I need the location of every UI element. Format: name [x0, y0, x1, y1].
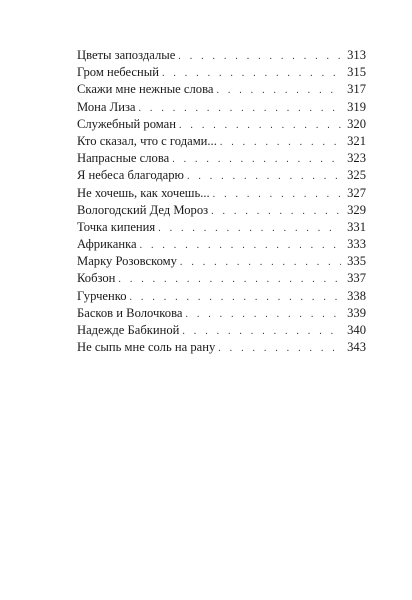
toc-entry [77, 236, 366, 253]
dot-leader [211, 203, 341, 220]
toc-entry [77, 253, 366, 270]
toc-entry-title: Не сыпь мне соль на рану [77, 340, 216, 355]
toc-entry-page-number: 335 [347, 254, 366, 269]
toc-entry-title: Не хочешь, как хочешь... [77, 185, 210, 200]
toc-entry-page-number: 343 [347, 340, 366, 355]
dot-leader [139, 100, 341, 117]
dot-leader [162, 65, 341, 82]
table-of-contents [77, 47, 366, 356]
toc-entry [77, 116, 366, 133]
toc-entry-page-number: 325 [347, 168, 366, 183]
toc-entry-page-number: 337 [347, 271, 366, 286]
toc-entry [77, 64, 366, 81]
dot-leader [187, 168, 341, 185]
dot-leader [130, 289, 341, 306]
toc-entry [77, 202, 366, 219]
toc-entry [77, 167, 366, 184]
toc-entry [77, 219, 366, 236]
toc-entry-title: Кобзон [77, 271, 116, 286]
toc-entry-page-number: 333 [347, 237, 366, 252]
dot-leader [172, 151, 341, 168]
toc-entry-page-number: 329 [347, 202, 366, 217]
dot-leader [182, 323, 341, 340]
dot-leader [216, 82, 341, 99]
dot-leader [158, 220, 341, 237]
dot-leader [180, 254, 341, 271]
toc-entry [77, 322, 366, 339]
dot-leader [140, 237, 341, 254]
toc-entry [77, 288, 366, 305]
toc-entry [77, 47, 366, 64]
toc-entry-page-number: 321 [347, 133, 366, 148]
dot-leader [178, 48, 341, 65]
toc-entry-title: Точка кипения [77, 219, 156, 234]
toc-entry [77, 339, 366, 356]
toc-entry-page-number: 319 [347, 99, 366, 114]
toc-entry-title: Марку Розовскому [77, 254, 177, 269]
toc-entry-title: Гурченко [77, 288, 127, 303]
toc-entry-page-number: 339 [347, 305, 366, 320]
toc-entry [77, 133, 366, 150]
toc-entry-title: Кто сказал, что с годами... [77, 133, 217, 148]
dot-leader [213, 186, 341, 203]
toc-entry-page-number: 313 [347, 48, 366, 62]
toc-entry [77, 150, 366, 167]
toc-entry-page-number: 315 [347, 65, 366, 80]
toc-entry-title: Африканка [77, 237, 137, 252]
toc-entry-title: Гром небесный [77, 65, 159, 80]
toc-entry-title: Служебный роман [77, 116, 177, 131]
toc-entry-title: Вологодский Дед Мороз [77, 202, 209, 217]
dot-leader [118, 271, 341, 288]
toc-entry [77, 81, 366, 98]
toc-entry-title: Надежде Бабкиной [77, 323, 180, 337]
toc-entry-page-number: 317 [347, 82, 366, 97]
dot-leader [179, 117, 341, 134]
toc-entry-title: Басков и Волочкова [77, 305, 183, 320]
toc-entry-page-number: 323 [347, 151, 366, 166]
toc-entry [77, 270, 366, 287]
toc-entry-page-number: 340 [347, 323, 366, 337]
toc-entry-page-number: 320 [347, 116, 366, 131]
toc-entry [77, 99, 366, 116]
toc-entry-page-number: 331 [347, 219, 366, 234]
toc-entry-title: Мона Лиза [77, 99, 136, 114]
toc-entry-title: Я небеса благодарю [77, 168, 184, 183]
toc-entry-page-number: 338 [347, 288, 366, 303]
dot-leader [218, 340, 341, 357]
toc-entry-title: Напрасные слова [77, 151, 170, 166]
toc-entry-page-number: 327 [347, 185, 366, 200]
toc-entry [77, 305, 366, 322]
toc-entry-title: Цветы запоздалые [77, 48, 176, 62]
toc-entry-title: Скажи мне нежные слова [77, 82, 214, 97]
toc-entry [77, 185, 366, 202]
dot-leader [220, 134, 341, 151]
dot-leader [185, 306, 341, 323]
